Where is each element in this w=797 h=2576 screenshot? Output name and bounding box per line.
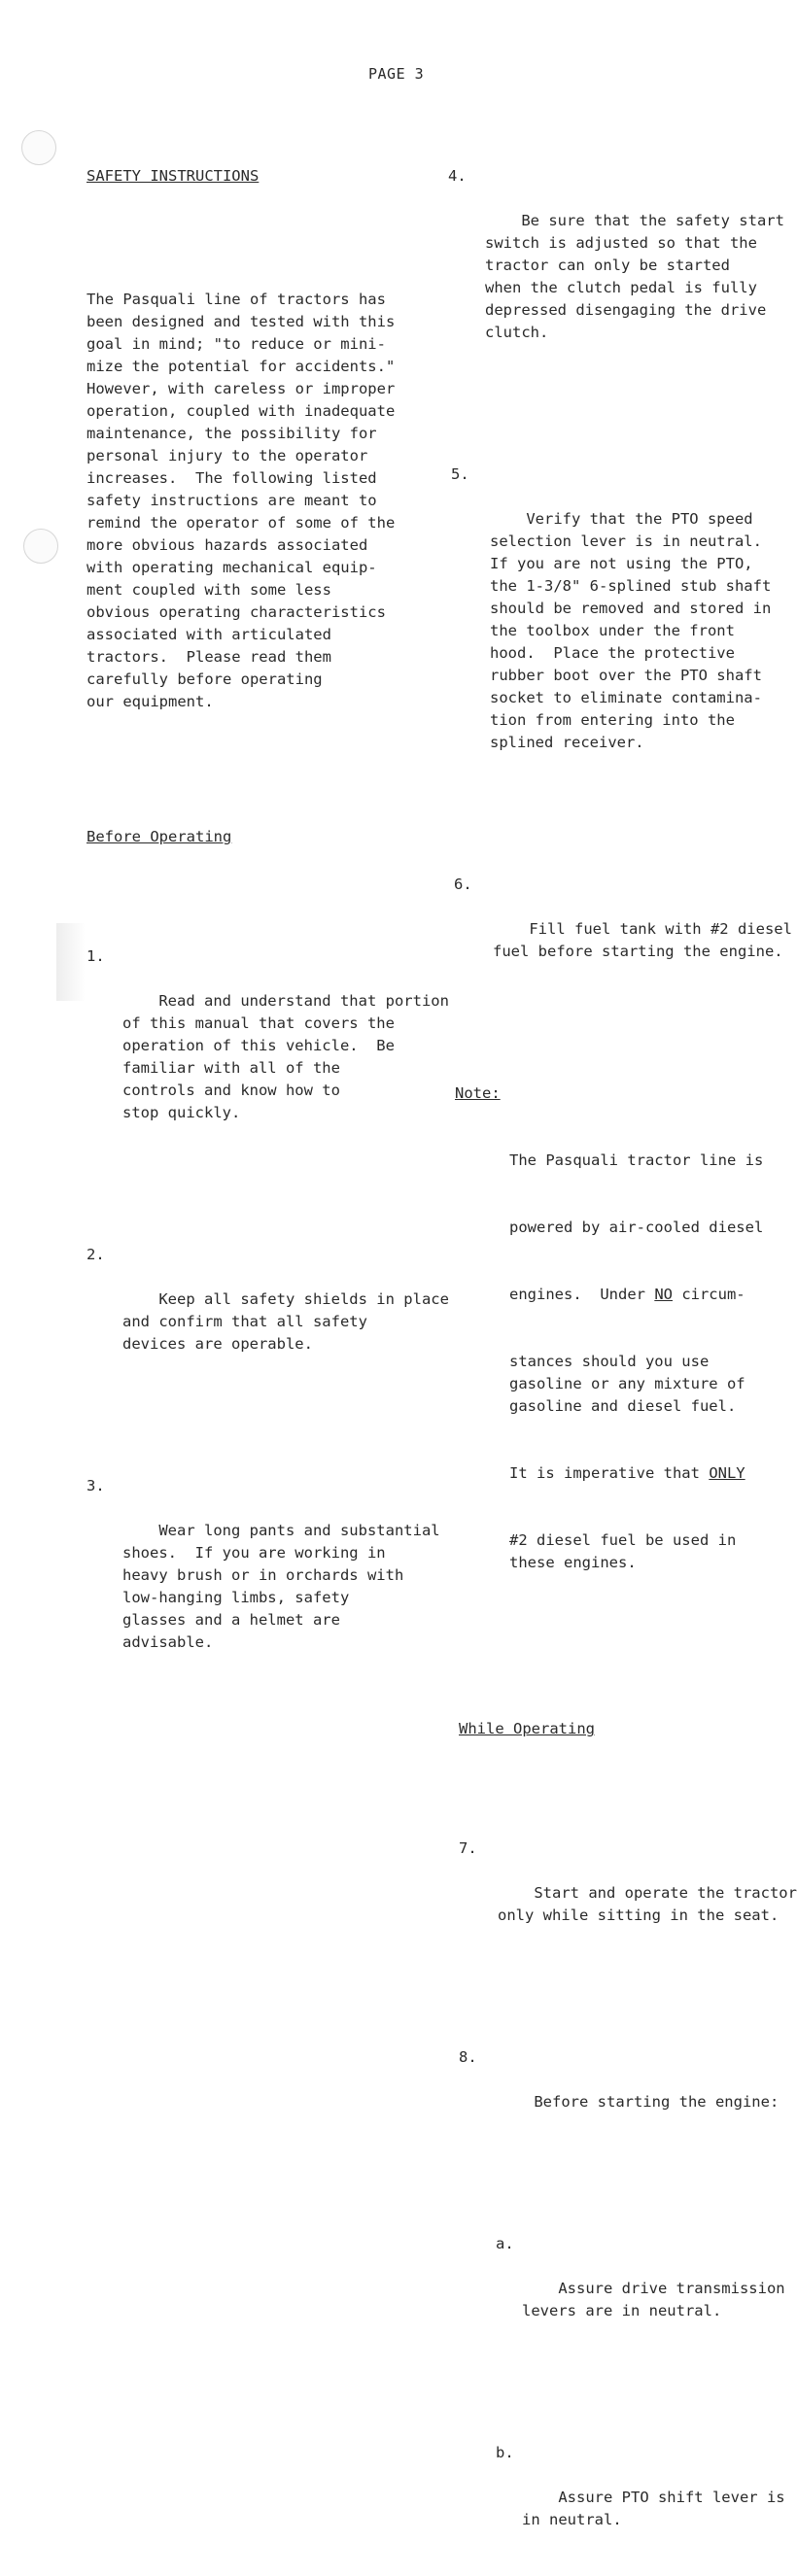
list-item-number: 2. xyxy=(87,1246,105,1263)
list-item xyxy=(87,1244,449,1378)
page-number: PAGE 3 xyxy=(368,65,425,83)
note-line xyxy=(509,1284,769,1306)
note-line: The Pasquali tractor line is xyxy=(509,1151,764,1169)
list-item-number: 7. xyxy=(459,1839,477,1857)
note-emphasis: ONLY xyxy=(709,1464,745,1482)
list-item-text: Keep all safety shields in place and confirm that all safety devices are operable. xyxy=(122,1290,449,1353)
list-item-text: Be sure that the safety start switch is adjusted so that the tractor can only be started when the clutch pedal is fully depressed disengaging the drive clutch. xyxy=(485,212,784,341)
list-item xyxy=(87,945,449,1147)
list-item xyxy=(454,874,792,985)
left-column xyxy=(87,120,449,1699)
list-item-text: Verify that the PTO speed selection lever is in neutral. If you are not using the PTO, the 1-3/8" 6-splined stub shaft should be removed and stored in the toolbox under the front hood. Place the protective rubber boot over the PTO shaft socket to eliminate contamina- tion from entering into the splined receiver. xyxy=(490,510,772,751)
list-item-text: Wear long pants and substantial shoes. If you are working in heavy brush or in orchards with low-hanging limbs, safety glasses and a helmet are advisable. xyxy=(122,1522,440,1651)
note-text: It is imperative that xyxy=(509,1464,710,1482)
list-item xyxy=(459,2046,780,2136)
note-line xyxy=(509,1462,769,1485)
list-item-text: Start and operate the tractor only while sitting in the seat. xyxy=(498,1884,797,1924)
before-operating-heading: Before Operating xyxy=(87,828,232,845)
sub-item-letter: b. xyxy=(496,2444,514,2461)
scan-scuff xyxy=(56,923,86,1001)
sub-list-item xyxy=(448,2233,785,2345)
note-text: circum- xyxy=(672,1286,745,1303)
list-item xyxy=(451,464,772,776)
binder-hole-top xyxy=(21,130,56,165)
list-item-text: Fill fuel tank with #2 diesel fuel before starting the engine. xyxy=(493,920,792,960)
list-item-number: 6. xyxy=(454,876,472,893)
list-item xyxy=(87,1475,440,1676)
sub-list-item xyxy=(448,2442,785,2554)
note-block xyxy=(455,1082,769,1619)
sub-item-text: Assure PTO shift lever is in neutral. xyxy=(522,2489,785,2528)
note-text: engines. Under xyxy=(509,1286,655,1303)
list-item-text: Before starting the engine: xyxy=(534,2093,780,2111)
list-item-number: 4. xyxy=(448,167,467,185)
list-item-number: 3. xyxy=(87,1477,105,1494)
note-label: Note: xyxy=(455,1084,501,1102)
list-item xyxy=(448,165,784,366)
list-item-text: Read and understand that portion of this manual that covers the operation of this vehicle. Be familiar with all of the controls and know how to stop quickly. xyxy=(122,992,449,1121)
right-column xyxy=(448,120,797,2576)
sub-item-text: Assure drive transmission levers are in neutral. xyxy=(522,2280,785,2319)
while-operating-heading: While Operating xyxy=(459,1720,595,1737)
note-line: powered by air-cooled diesel xyxy=(509,1219,764,1236)
safety-heading: SAFETY INSTRUCTIONS xyxy=(87,167,260,185)
list-item xyxy=(459,1838,797,1949)
safety-intro: The Pasquali line of tractors has been designed and tested with this goal in mind; "to reduce or mini- mize the potential for accidents." However, with careless or improper operation, coupled with inadequate maintenance, the possibility for personal injury to the operator increases. The following listed safety instructions are meant to remind the operator of some of the more obvious hazards associated with operating mechanical equip- ment coupled with some less obvious operating characteristics associated with articulated tractors. Please read them carefully before operating our equipment. xyxy=(87,291,396,710)
list-item-number: 8. xyxy=(459,2048,477,2066)
note-text-block: #2 diesel fuel be used in these engines. xyxy=(509,1531,737,1571)
note-emphasis: NO xyxy=(654,1286,673,1303)
list-item-number: 1. xyxy=(87,947,105,965)
sub-item-letter: a. xyxy=(496,2235,514,2252)
note-text-block: stances should you use gasoline or any mixture of gasoline and diesel fuel. xyxy=(509,1353,745,1415)
list-item-number: 5. xyxy=(451,465,469,483)
binder-hole-middle xyxy=(23,529,58,564)
